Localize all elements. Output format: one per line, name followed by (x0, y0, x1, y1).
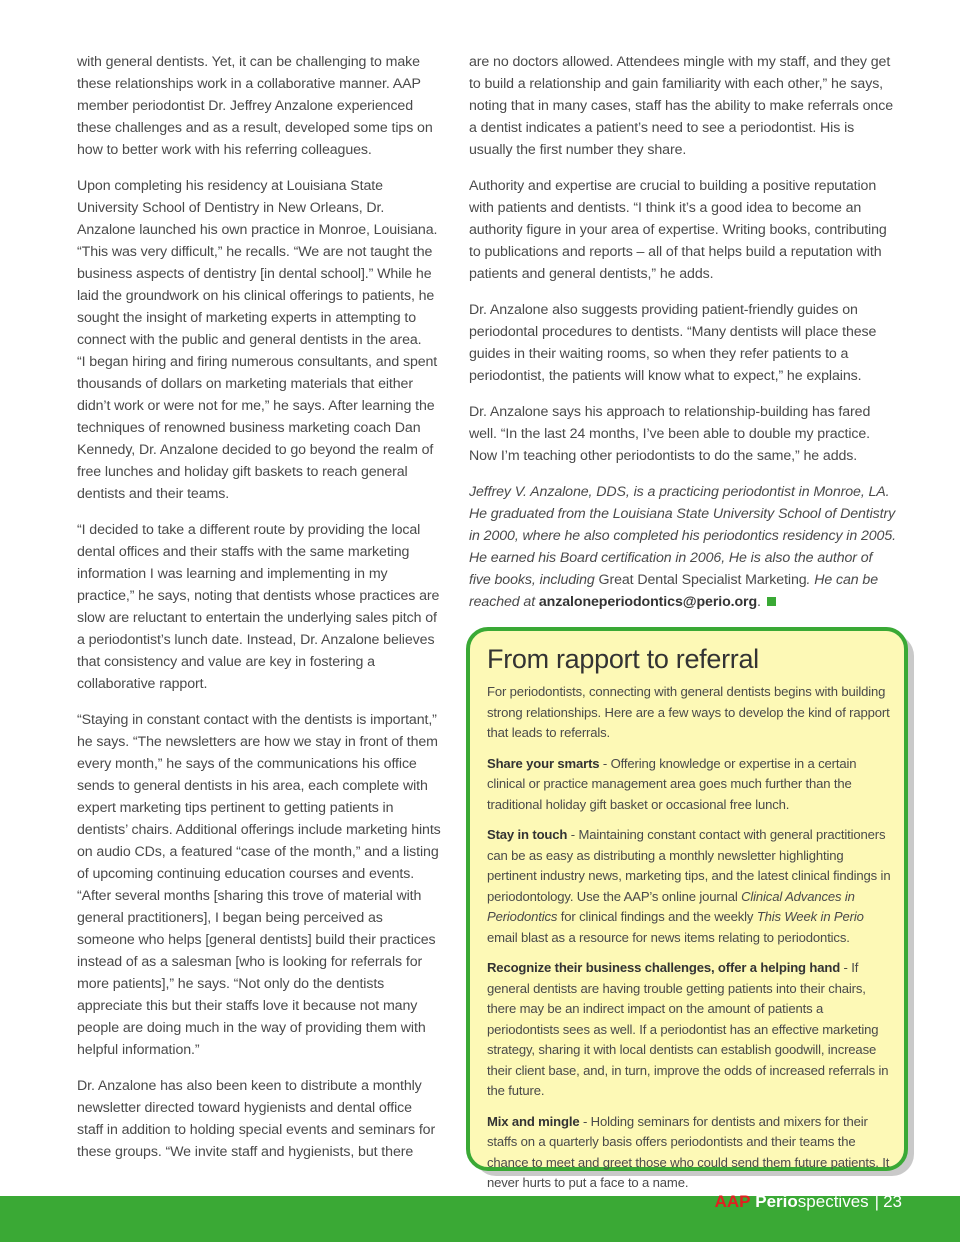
article-right-column (469, 51, 897, 627)
book-title: Great Dental Specialist Marketing (598, 572, 807, 588)
author-bio (469, 481, 897, 613)
tip-body: - Maintaining constant contact with general practitioners can be as easy as distributing a monthly newsletter highlighting pertinent industry news, marketing tips, and the latest clinical findings in periodontology. Use the AAP’s online journal (487, 827, 891, 904)
body-paragraph: “Staying in constant contact with the dentists is important,” he says. “The newsletters are how we stay in front of them every month,” he says of the communications his office sends to general dentists in his area, each complete with expert marketing tips pertinent to getting patients in dentists’ chairs. Additional offerings include marketing hints on audio CDs, a featured “case of the month,” and a listing of upcoming continuing education courses and events. “After several months [sharing this trove of material with general practitioners], I began being perceived as someone who helps [general dentists] build their practices instead of as a salesman [who is looking for referrals for more patients],” he says. “Not only do the dentists appreciate this but their staffs love it because not many people are doing much in the way of providing them with helpful information.” (77, 712, 441, 1058)
sidebar-title: From rapport to referral (487, 644, 759, 674)
body-paragraph: “I began hiring and firing numerous consultants, and spent thousands of dollars on marketing materials that either didn’t work or were not for me,” he says. After learning the techniques of renowned business marketing coach Dan Kennedy, Dr. Anzalone decided to go beyond the realm of free lunches and holiday gift baskets to reach general dentists and their teams. (77, 354, 438, 502)
tip-body: email blast as a resource for news items relating to periodontics. (487, 929, 850, 945)
brand-rest: spectives (797, 1192, 869, 1211)
body-paragraph: Dr. Anzalone has also been keen to distribute a monthly newsletter directed toward hygienists and dental office staff in addition to holding special events and seminars for these groups. “We invite staff and hygienists, but there (77, 1078, 436, 1160)
brand-perio: Perio (755, 1192, 798, 1211)
body-paragraph: “I decided to take a different route by providing the local dental offices and their staffs with the same marketing information I was learning and implementing in my practice,” he says, noting that dentists whose practices are slow are reluctant to entertain the underlying sales pitch of a periodontist’s lunch date. Instead, Dr. Anzalone believes that consistency and value are key in fostering a collaborative rapport. (77, 522, 440, 692)
end-mark-icon (767, 597, 776, 606)
bio-text: . He can be reached at (469, 572, 879, 610)
bio-text: Jeffrey V. Anzalone, DDS, is a practicing periodontist in Monroe, LA. He graduated from the Louisiana State University School of Dentistry in 2000, where he also completed his periodontics residency in 2005. He earned his Board certification in 2006, He is also the author of five books, including (469, 484, 896, 588)
sidebar-tip (487, 825, 891, 948)
sidebar-intro: For periodontists, connecting with general dentists begins with building strong relationships. Here are a few ways to develop the kind of rapport that leads to referrals. (487, 684, 890, 740)
footer-folio (715, 1192, 902, 1212)
sidebar-tip (487, 754, 891, 816)
sidebar-tip (487, 958, 891, 1102)
tip-heading: Share your smarts (487, 755, 600, 771)
article-left-column (77, 51, 441, 1177)
brand-aap: AAP (714, 1192, 751, 1211)
sidebar-content (487, 642, 891, 1204)
page-number: 23 (883, 1192, 902, 1211)
body-paragraph: Upon completing his residency at Louisiana State University School of Dentistry in New Orleans, Dr. Anzalone launched his own practice in Monroe, Louisiana. “This was very difficult,” he recalls. “We are not taught the business aspects of dentistry [in dental school].” While he laid the groundwork on his clinical offerings to patients, he sought the insight of marketing experts in attempting to connect with the public and general dentists in the area. (77, 178, 438, 348)
tip-heading: Mix and mingle (487, 1113, 580, 1129)
tip-heading: Stay in touch (487, 827, 568, 842)
body-paragraph: Dr. Anzalone also suggests providing patient-friendly guides on periodontal procedures to dentists. “Many dentists will place these guides in their waiting rooms, so when they refer patients to a periodontist, the patients will know what to expect,” he explains. (469, 302, 877, 384)
newsletter-title: This Week in Perio (756, 909, 864, 924)
sidebar-box (466, 627, 908, 1190)
tip-body: - If general dentists are having trouble getting patients into their chairs, there may be an indirect impact on the amount of patients a periodontists sees as well. If a periodontist has an effective marketing strategy, sharing it with local dentists can establish goodwill, increase their client base, and, in turn, improve the odds of increased referrals in the future. (487, 960, 889, 1098)
tip-body: for clinical findings and the weekly (557, 909, 757, 924)
bio-text: . (757, 594, 761, 610)
author-email[interactable]: anzaloneperiodontics@perio.org (538, 594, 758, 610)
tip-heading: Recognize their business challenges, offer a helping hand (487, 960, 841, 975)
body-paragraph: Authority and expertise are crucial to building a positive reputation with patients and dentists. “I think it’s a good idea to become an authority figure in your area of expertise. Writing books, contributing to publications and reports – all of that helps build a reputation with patients and general dentists,” he adds. (469, 178, 887, 282)
folio-separator: | (874, 1192, 880, 1211)
journal-title: Clinical Advances in Periodontics (487, 888, 855, 924)
body-paragraph: Dr. Anzalone says his approach to relationship-building has fared well. “In the last 24 months, I’ve been able to double my practice. Now I’m teaching other periodontists to do the same,” he adds. (469, 404, 871, 464)
tip-body: - Holding seminars for dentists and mixers for their staffs on a quarterly basis offers periodontists and their teams the chance to meet and greet those who could send them future patients. It never hurts to put a face to a name. (487, 1113, 890, 1190)
body-paragraph: with general dentists. Yet, it can be challenging to make these relationships work in a collaborative manner. AAP member periodontist Dr. Jeffrey Anzalone experienced these challenges and as a result, developed some tips on how to better work with his referring colleagues. (77, 54, 433, 158)
body-paragraph: are no doctors allowed. Attendees mingle with my staff, and they get to build a relationship and gain familiarity with each other,” he says, noting that in many cases, staff has the ability to make referrals once a dentist indicates a patient’s need to see a periodontist. His is usually the first number they share. (469, 54, 894, 158)
sidebar-tip (487, 1112, 891, 1194)
tip-body: - Offering knowledge or expertise in a certain clinical or practice management area goes much further than the traditional holiday gift basket or occasional free lunch. (487, 755, 857, 812)
